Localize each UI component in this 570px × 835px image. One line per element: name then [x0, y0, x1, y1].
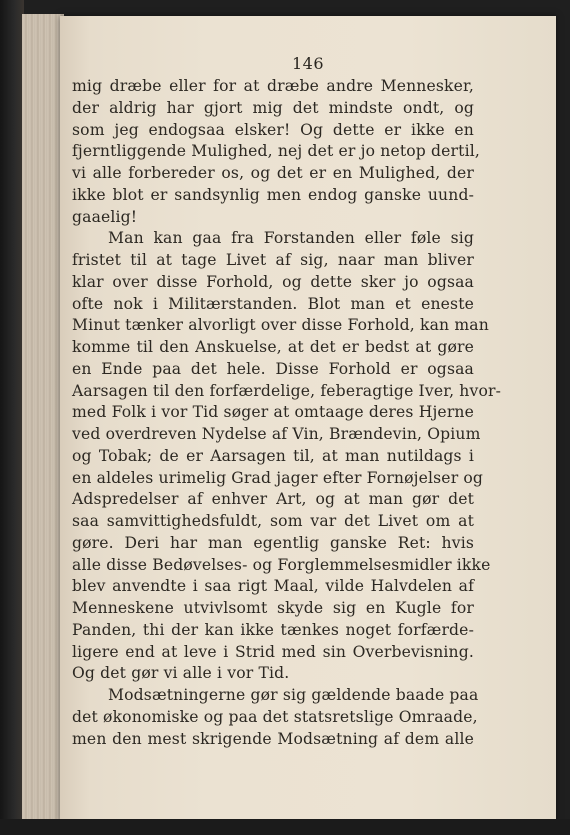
text-line: klar over disse Forhold, og dette sker jo ogsaa: [72, 272, 474, 291]
text-line: komme til den Anskuelse, at det er bedst at gøre: [72, 338, 474, 356]
text-line: vi alle forbereder os, og det er en Mulighed, der: [72, 164, 474, 182]
text-line: Aarsagen til den forfærdelige, feberagtige Iver, hvor-: [72, 381, 502, 400]
text-line: der aldrig har gjort mig det mindste ondt, og: [72, 98, 474, 117]
text-line: ved overdreven Nydelse af Vin, Brændevin, Opium: [72, 425, 481, 443]
text-line: en aldeles urimelig Grad jager efter Fornøjelser og: [72, 468, 484, 487]
text-line: fjerntliggende Mulighed, nej det er jo netop dertil,: [72, 142, 480, 161]
text-line: alle disse Bedøvelses- og Forglemmelsesmidler ikke: [72, 555, 491, 574]
text-line: Modsætningerne gør sig gældende baade paa: [108, 686, 479, 704]
text-line: med Folk i vor Tid søger at omtaage deres Hjerne: [72, 403, 474, 422]
text-line: det økonomiske og paa det statsretslige Omraade,: [72, 707, 478, 726]
text-line: en Ende paa det hele. Disse Forhold er ogsaa: [72, 359, 474, 378]
page-number: 146: [291, 54, 325, 73]
text-line: mig dræbe eller for at dræbe andre Mennesker,: [72, 77, 474, 95]
bottom-shadow: [0, 819, 570, 835]
text-line: som jeg endogsaa elsker! Og dette er ikke en: [72, 120, 474, 139]
text-line: ikke blot er sandsynlig men endog ganske uund-: [72, 185, 474, 204]
book-spine-shadow: [0, 0, 24, 835]
text-line: Og det gør vi alle i vor Tid.: [72, 664, 290, 683]
text-line: Menneskene utvivlsomt skyde sig en Kugle for: [72, 599, 474, 617]
text-line: ofte nok i Militærstanden. Blot man et eneste: [72, 294, 474, 313]
body-text: [72, 76, 502, 750]
text-line: Man kan gaa fra Forstanden eller føle sig: [108, 229, 474, 248]
text-line: Panden, thi der kan ikke tænkes noget forfærde-: [72, 620, 474, 639]
text-line: gøre. Deri har man egentlig ganske Ret: hvis: [72, 533, 474, 552]
text-line: blev anvendte i saa rigt Maal, vilde Halvdelen af: [72, 577, 474, 596]
text-line: gaaelig!: [72, 207, 138, 226]
page-stack-edges: [22, 14, 64, 822]
text-line: fristet til at tage Livet af sig, naar man bliver: [72, 251, 474, 269]
text-line: ligere end at leve i Strid med sin Overbevisning.: [72, 642, 474, 661]
text-line: men den mest skrigende Modsætning af dem alle: [72, 729, 474, 748]
text-line: Adspredelser af enhver Art, og at man gør det: [72, 490, 474, 509]
text-line: Minut tænker alvorligt over disse Forhold, kan man: [72, 316, 489, 335]
text-line: og Tobak; de er Aarsagen til, at man nutildags i: [72, 446, 474, 465]
text-line: saa samvittighedsfuldt, som var det Livet om at: [72, 512, 474, 530]
